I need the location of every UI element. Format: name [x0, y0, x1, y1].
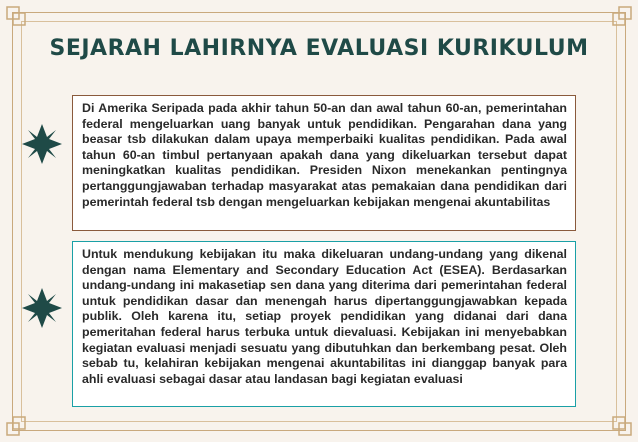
corner-ornament-bottom-left [6, 414, 28, 436]
corner-ornament-top-right [610, 6, 632, 28]
page-title: SEJARAH LAHIRNYA EVALUASI KURIKULUM [49, 36, 589, 61]
paragraph-text: Untuk mendukung kebijakan itu maka dikeluaran undang-undang yang dikenal dengan nama Elementary and Secondary Education Act (ESEA). Berdasarkan undang-undang ini makasetiap sen dana yang diterima dari pemerintahan federal untuk pendidikan dasar dan menengah harus dipertanggungjawabkan kepada publik. Oleh karena itu, setiap proyek pendidikan yang didanai dari dana pemeritahan federal harus terbuka untuk dievaluasi. Kebijakan ini menyebabkan kegiatan evaluasi menjadi sesuatu yang dibutuhkan dan berkembang pesat. Oleh sebab tu, kelahiran kebijakan mengenai akuntabilitas ini dianggap banyak para ahli evaluasi sebagai dasar atau landasan bagi kegiatan evaluasi [82, 247, 567, 386]
eight-point-star-icon [22, 124, 62, 164]
paragraph-text: Di Amerika Seripada pada akhir tahun 50-an dan awal tahun 60-an, pemerintahan federal mengeluarkan uang banyak untuk pendidikan. Pengarahan dana yang beasar tsb dilakukan dalam upaya memperbaiki kualitas pendidikan. Pada awal tahun 60-an timbul pertanyaan apakah dana yang dikeluarkan tersebut dapat meningkatkan kualitas pendidikan. Presiden Nixon menekankan pentingnya pertanggungjawaban terhadap masyarakat atas pemakaian dana pendidikan dari pemerintah federal tsb dengan mengeluarkan kebijakan mengenai akuntabilitas [82, 101, 567, 209]
paragraph-box-history [72, 95, 576, 231]
eight-point-star-icon [22, 288, 62, 328]
corner-ornament-bottom-right [610, 414, 632, 436]
paragraph-box-esea [72, 241, 576, 407]
corner-ornament-top-left [6, 6, 28, 28]
